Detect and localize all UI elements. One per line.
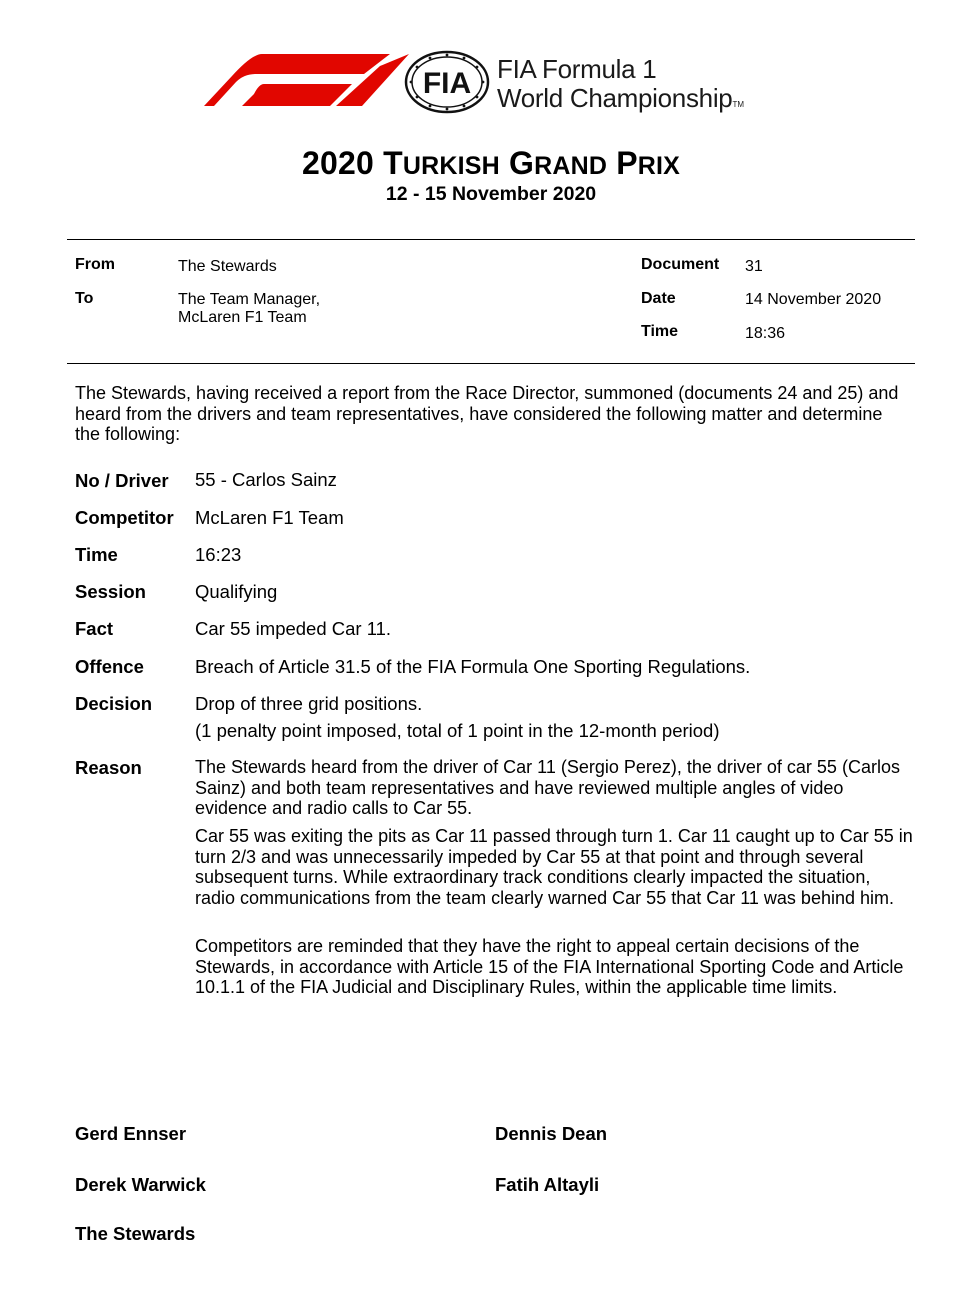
driver-value: 55 - Carlos Sainz — [195, 469, 337, 490]
fia-seal-icon — [404, 50, 490, 114]
to-value: The Team Manager, McLaren F1 Team — [178, 291, 321, 326]
intro-paragraph: The Stewards, having received a report from the Race Director, summoned (documents 24 and 25) and heard from the drivers and team representatives, have considered the following matter and determine the following: — [75, 383, 899, 444]
date-value: 14 November 2020 — [745, 291, 882, 308]
offence-value: Breach of Article 31.5 of the FIA Formula One Sporting Regulations. — [195, 656, 751, 677]
fia-championship-wordmark — [497, 55, 744, 119]
svg-text:FIA: FIA — [422, 67, 472, 100]
decision-label: Decision — [75, 693, 153, 714]
date-label: Date — [641, 290, 676, 307]
wordmark-line1: FIA Formula 1 — [497, 54, 657, 84]
reason-paragraph-1: The Stewards heard from the driver of Car 11 (Sergio Perez), the driver of car 55 (Carlos Sainz) and both team representatives and have reviewed multiple angles of video evidence and radio calls to Car 55. — [195, 757, 900, 818]
incident-time-value: 16:23 — [195, 544, 242, 565]
document-value: 31 — [745, 258, 763, 275]
competitor-label: Competitor — [75, 507, 174, 528]
event-title: 2020 TURKISH GRAND PRIX — [301, 145, 681, 181]
from-label: From — [75, 256, 115, 273]
wordmark-line2: World ChampionshipTM — [497, 83, 745, 113]
reason-label: Reason — [75, 757, 142, 778]
time-value: 18:36 — [745, 325, 786, 342]
fact-label: Fact — [75, 618, 114, 639]
driver-label: No / Driver — [75, 470, 169, 491]
steward-signature-3: Derek Warwick — [75, 1174, 206, 1195]
stewards-footer: The Stewards — [75, 1223, 196, 1244]
steward-signature-1: Gerd Ennser — [75, 1123, 187, 1144]
time-label: Time — [641, 323, 679, 340]
decision-value-line2: (1 penalty point imposed, total of 1 point in the 12-month period) — [195, 720, 720, 741]
header-top-rule — [67, 239, 915, 240]
to-label: To — [75, 290, 94, 307]
header-bottom-rule — [67, 363, 915, 364]
session-value: Qualifying — [195, 581, 278, 602]
decision-value-line1: Drop of three grid positions. — [195, 693, 423, 714]
session-label: Session — [75, 581, 146, 602]
trademark: TM — [732, 100, 745, 109]
offence-label: Offence — [75, 656, 144, 677]
document-label: Document — [641, 256, 720, 273]
f1-logo-icon — [204, 54, 409, 108]
steward-signature-2: Dennis Dean — [495, 1123, 608, 1144]
incident-time-label: Time — [75, 544, 118, 565]
fact-value: Car 55 impeded Car 11. — [195, 618, 392, 639]
header-logo — [204, 50, 804, 116]
event-dates: 12 - 15 November 2020 — [385, 183, 597, 205]
from-value: The Stewards — [178, 258, 277, 275]
competitor-value: McLaren F1 Team — [195, 507, 344, 528]
reason-paragraph-3: Competitors are reminded that they have the right to appeal certain decisions of the Stewards, in accordance with Article 15 of the FIA International Sporting Code and Article 10.1.1 of the FIA Judicial and Disciplinary Rules, within the applicable time limits. — [195, 936, 904, 997]
steward-signature-4: Fatih Altayli — [495, 1174, 600, 1195]
reason-paragraph-2: Car 55 was exiting the pits as Car 11 passed through turn 1. Car 11 caught up to Car 55 in turn 2/3 and was unnecessarily impeded by Car 55 at that point and through several subsequent turns. While extraordinary track conditions clearly impacted the situation, radio communications from the team clearly warned Car 55 that Car 11 was behind him. — [195, 826, 913, 908]
